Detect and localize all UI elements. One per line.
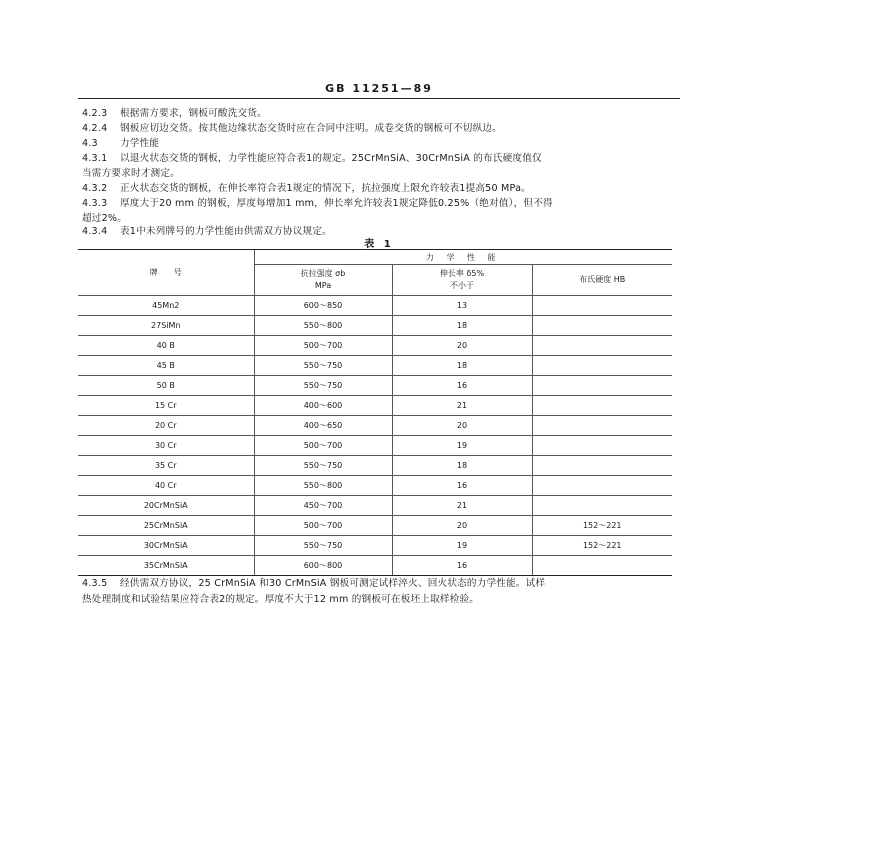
clause-number: 4.3.4 [82, 226, 108, 237]
hardness-cell [532, 436, 672, 456]
elongation-cell: 18 [392, 356, 532, 376]
clause-4-3-1-cont [82, 166, 682, 181]
elongation-cell: 20 [392, 336, 532, 356]
hardness-cell [532, 396, 672, 416]
table-row [78, 396, 672, 416]
clause-4-3-2 [82, 181, 682, 196]
clause-text: 厚度大于20 mm 的钢板，厚度每增加1 mm，伸长率允许较表1规定降低0.25%（绝对值），但不得 [120, 198, 553, 209]
table-row [78, 336, 672, 356]
elongation-cell: 16 [392, 556, 532, 576]
tensile-cell: 400～650 [254, 416, 392, 436]
clause-number: 4.3 [82, 138, 98, 149]
hardness-cell [532, 356, 672, 376]
clause-number: 4.3.2 [82, 183, 108, 194]
column-header-brinell-hardness: 布氏硬度 HB [532, 265, 672, 296]
table-row [78, 436, 672, 456]
elongation-cell: 18 [392, 316, 532, 336]
column-header-tensile-strength [254, 265, 392, 296]
elongation-cell: 20 [392, 416, 532, 436]
group-header-mechanical-properties: 力 学 性 能 [254, 250, 672, 265]
clause-text: 热处理制度和试验结果应符合表2的规定。厚度不大于12 mm 的钢板可在板坯上取样检验。 [82, 594, 480, 605]
clause-text: 根据需方要求，钢板可酸洗交货。 [120, 108, 267, 119]
tensile-cell: 550～750 [254, 456, 392, 476]
grade-cell: 30 Cr [78, 436, 254, 456]
hardness-cell [532, 456, 672, 476]
grade-cell: 20CrMnSiA [78, 496, 254, 516]
table-row [78, 356, 672, 376]
elongation-cell: 16 [392, 376, 532, 396]
clause-text: 当需方要求时才测定。 [82, 168, 180, 179]
tensile-cell: 500～700 [254, 336, 392, 356]
grade-cell: 35 Cr [78, 456, 254, 476]
table-caption: 表 1 [364, 239, 394, 250]
elongation-cell: 21 [392, 396, 532, 416]
clause-number: 4.2.3 [82, 108, 108, 119]
table-row [78, 516, 672, 536]
table-row [78, 456, 672, 476]
hardness-cell: 152～221 [532, 516, 672, 536]
clause-text: 表1中未列牌号的力学性能由供需双方协议规定。 [120, 226, 332, 237]
hardness-cell [532, 316, 672, 336]
tensile-cell: 600～850 [254, 296, 392, 316]
section-4-3-heading [82, 136, 682, 151]
elongation-header-line1: 伸长率 δ5% [439, 269, 485, 278]
elongation-cell: 16 [392, 476, 532, 496]
grade-cell: 45Mn2 [78, 296, 254, 316]
grade-cell: 45 B [78, 356, 254, 376]
hardness-cell [532, 336, 672, 356]
mechanical-properties-table [78, 249, 672, 576]
table-row [78, 296, 672, 316]
table-row [78, 476, 672, 496]
table-row [78, 496, 672, 516]
hardness-cell [532, 556, 672, 576]
elongation-cell: 18 [392, 456, 532, 476]
grade-cell: 25CrMnSiA [78, 516, 254, 536]
grade-cell: 40 B [78, 336, 254, 356]
elongation-cell: 13 [392, 296, 532, 316]
clause-number: 4.3.1 [82, 153, 108, 164]
clause-4-3-3 [82, 196, 682, 211]
elongation-cell: 21 [392, 496, 532, 516]
clause-text: 经供需双方协议，25 CrMnSiA 和30 CrMnSiA 钢板可测定试样淬火、回火状态的力学性能。试样 [120, 578, 546, 589]
elongation-cell: 20 [392, 516, 532, 536]
tensile-cell: 450～700 [254, 496, 392, 516]
table-row [78, 416, 672, 436]
elongation-cell: 19 [392, 436, 532, 456]
clause-4-3-5-cont [82, 592, 682, 607]
clause-text: 正火状态交货的钢板，在伸长率符合表1规定的情况下，抗拉强度上限允许较表1提高50 MPa。 [120, 183, 531, 194]
grade-cell: 50 B [78, 376, 254, 396]
tensile-cell: 600～800 [254, 556, 392, 576]
hardness-cell [532, 476, 672, 496]
table-row [78, 536, 672, 556]
tensile-cell: 550～750 [254, 376, 392, 396]
hardness-cell [532, 296, 672, 316]
table-row [78, 316, 672, 336]
clause-text: 力学性能 [120, 138, 160, 149]
clause-4-3-1 [82, 151, 682, 166]
hardness-cell [532, 376, 672, 396]
clause-text: 以退火状态交货的钢板，力学性能应符合表1的规定。25CrMnSiA、30CrMnSiA 的布氏硬度值仅 [120, 153, 542, 164]
clause-number: 4.3.5 [82, 578, 108, 589]
clause-number: 4.3.3 [82, 198, 108, 209]
table-row [78, 376, 672, 396]
header-rule [78, 98, 680, 99]
tensile-cell: 550～750 [254, 356, 392, 376]
hardness-cell [532, 416, 672, 436]
clause-number: 4.2.4 [82, 123, 108, 134]
tensile-header-line2: MPa [314, 281, 332, 290]
grade-cell: 30CrMnSiA [78, 536, 254, 556]
tensile-cell: 500～700 [254, 436, 392, 456]
tensile-cell: 500～700 [254, 516, 392, 536]
grade-cell: 27SiMn [78, 316, 254, 336]
tensile-cell: 550～750 [254, 536, 392, 556]
clause-4-2-3 [82, 106, 682, 121]
hardness-cell [532, 496, 672, 516]
column-header-elongation [392, 265, 532, 296]
elongation-header-line2: 不小于 [450, 281, 474, 290]
elongation-cell: 19 [392, 536, 532, 556]
grade-cell: 15 Cr [78, 396, 254, 416]
tensile-cell: 550～800 [254, 476, 392, 496]
clause-4-3-5 [82, 576, 682, 591]
grade-cell: 40 Cr [78, 476, 254, 496]
clause-text: 钢板应切边交货。按其他边缘状态交货时应在合同中注明。成卷交货的钢板可不切纵边。 [120, 123, 502, 134]
grade-cell: 20 Cr [78, 416, 254, 436]
grade-cell: 35CrMnSiA [78, 556, 254, 576]
clause-text: 超过2%。 [82, 213, 128, 224]
hardness-cell: 152～221 [532, 536, 672, 556]
tensile-cell: 550～800 [254, 316, 392, 336]
table-row [78, 556, 672, 576]
clause-4-2-4 [82, 121, 682, 136]
tensile-cell: 400～600 [254, 396, 392, 416]
standard-code-header: GB 11251—89 [325, 82, 433, 95]
column-header-grade: 牌 号 [78, 250, 254, 296]
tensile-header-line1: 抗拉强度 σb [300, 269, 346, 278]
